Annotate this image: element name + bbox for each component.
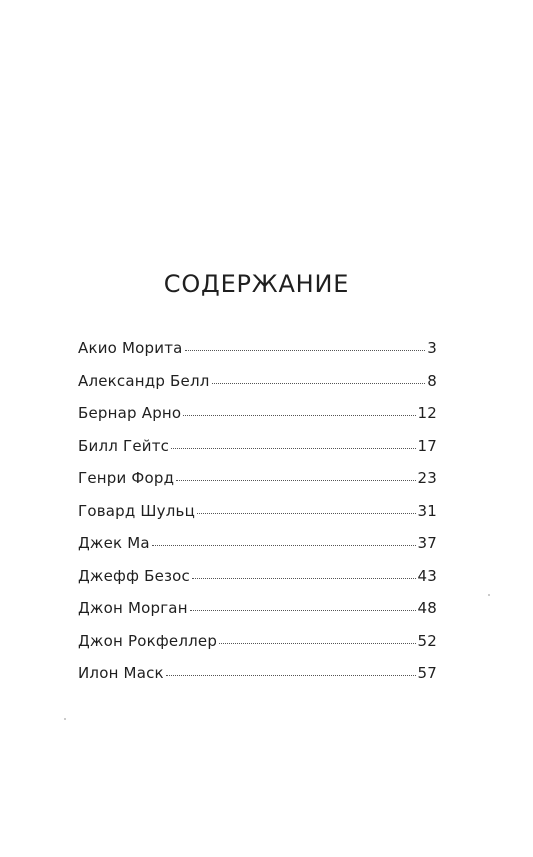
toc-entry	[78, 632, 437, 665]
dot-leader	[190, 609, 416, 611]
toc-entry-name: Джек Ма	[78, 534, 150, 552]
dot-leader	[185, 349, 426, 351]
dot-leader	[166, 674, 416, 676]
toc-entry	[78, 437, 437, 470]
dot-leader	[152, 544, 416, 546]
toc-entry-page: 8	[427, 371, 437, 390]
toc-entry-page: 57	[417, 664, 437, 682]
toc-entry	[78, 404, 437, 437]
toc-entry-name: Генри Форд	[78, 469, 175, 487]
toc-entry-name: Илон Маск	[78, 664, 164, 682]
toc-entry	[78, 469, 437, 502]
toc-entry	[78, 534, 437, 567]
toc-entry-page: 31	[417, 501, 437, 520]
dot-leader	[192, 577, 416, 579]
toc-entry-name: Джон Морган	[78, 599, 188, 617]
toc-entry-page: 23	[417, 469, 437, 487]
dot-leader	[197, 512, 416, 514]
toc-entry-name: Бернар Арно	[78, 404, 182, 422]
toc-title: СОДЕРЖАНИЕ	[163, 270, 350, 298]
toc-entry-name: Джефф Безос	[78, 566, 190, 585]
toc-entry-page: 17	[417, 436, 437, 455]
toc-list	[78, 339, 437, 697]
dot-leader	[171, 447, 415, 449]
toc-entry	[78, 372, 437, 405]
dot-leader	[219, 642, 415, 644]
toc-entry-page: 52	[417, 631, 437, 650]
toc-entry	[78, 599, 437, 632]
toc-entry-name: Билл Гейтс	[78, 436, 170, 455]
toc-entry-name: Александр Белл	[78, 371, 210, 390]
toc-entry-page: 12	[417, 404, 437, 422]
toc-entry-name: Говард Шульц	[78, 501, 195, 520]
paper-speck	[488, 594, 490, 596]
toc-entry	[78, 664, 437, 697]
toc-entry	[78, 567, 437, 600]
toc-entry-page: 3	[427, 339, 437, 357]
paper-speck	[64, 718, 66, 720]
toc-entry-page: 48	[417, 599, 437, 617]
dot-leader	[176, 479, 415, 481]
toc-entry	[78, 339, 437, 372]
dot-leader	[212, 382, 426, 384]
dot-leader	[183, 414, 415, 416]
toc-entry-page: 43	[417, 566, 437, 585]
toc-entry	[78, 502, 437, 535]
toc-entry-page: 37	[417, 534, 437, 552]
toc-entry-name: Джон Рокфеллер	[78, 631, 218, 650]
toc-entry-name: Акио Морита	[78, 339, 183, 357]
